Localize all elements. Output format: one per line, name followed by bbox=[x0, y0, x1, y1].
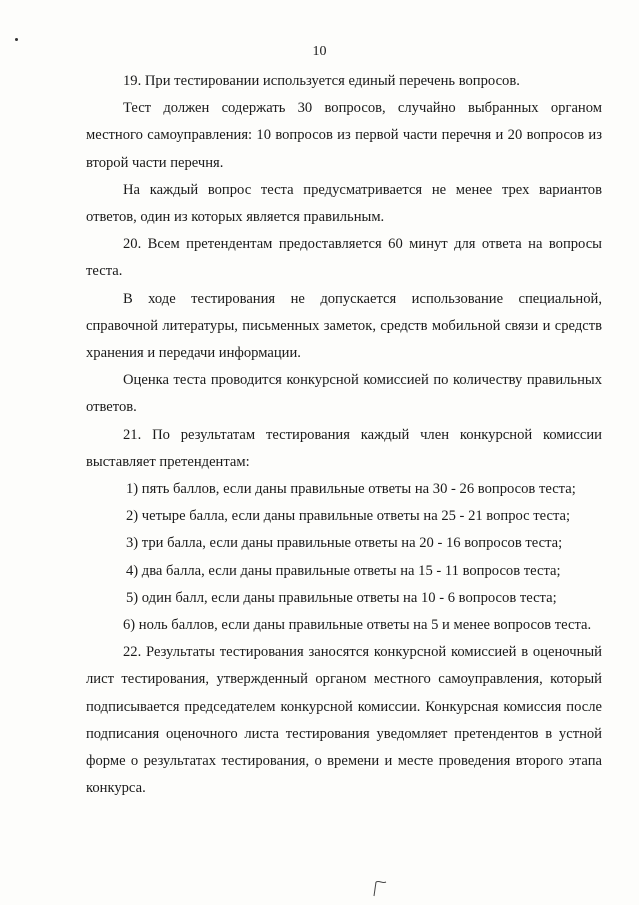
page-number: 10 bbox=[312, 44, 327, 59]
paragraph-19: 19. При тестировании используется единый перечень вопросов. bbox=[123, 73, 520, 89]
paragraph-restrictions: В ходе тестирования не допускается использование специальной, справочной литературы, письменных заметок, средств мобильной связи и средств хранения и передачи информации. bbox=[86, 290, 602, 362]
paragraph-20: 20. Всем претендентам предоставляется 60 минут для ответа на вопросы теста. bbox=[86, 236, 602, 280]
scan-speck bbox=[15, 38, 18, 41]
list-item: 6) ноль баллов, если даны правильные ответы на 5 и менее вопросов теста. bbox=[123, 617, 592, 634]
paragraph-test-content: Тест должен содержать 30 вопросов, случайно выбранных органом местного самоуправления: 10 вопросов из первой части перечня и 20 вопросов из второй части перечня. bbox=[86, 100, 602, 171]
paragraph-21: 21. По результатам тестирования каждый член конкурсной комиссии выставляет претендентам: bbox=[86, 426, 602, 470]
paragraph-22: 22. Результаты тестирования заносятся конкурсной комиссией в оценочный лист тестирования, утвержденный органом местного самоуправления, который подписывается председателем конкурсной комиссии. Конкурсная комиссия после подписания оценочного листа тестирования уведомляет претендентов в устной форме о результатах тестирования, о времени и месте проведения второго этапа конкурса. bbox=[86, 644, 602, 797]
list-item: 2) четыре балла, если даны правильные ответы на 25 - 21 вопрос теста; bbox=[126, 508, 571, 525]
document-body bbox=[86, 68, 602, 802]
list-item: 1) пять баллов, если даны правильные ответы на 30 - 26 вопросов теста; bbox=[126, 481, 576, 498]
paragraph-answer-options: На каждый вопрос теста предусматривается не менее трех вариантов ответов, один из которых является правильным. bbox=[86, 181, 602, 226]
list-item: 5) один балл, если даны правильные ответы на 10 - 6 вопросов теста; bbox=[126, 589, 557, 606]
list-item: 4) два балла, если даны правильные ответы на 15 - 11 вопросов теста; bbox=[126, 562, 561, 579]
paragraph-evaluation: Оценка теста проводится конкурсной комиссией по количеству правильных ответов. bbox=[86, 372, 602, 416]
list-item: 3) три балла, если даны правильные ответы на 20 - 16 вопросов теста; bbox=[126, 535, 563, 552]
handwritten-mark bbox=[368, 878, 390, 898]
